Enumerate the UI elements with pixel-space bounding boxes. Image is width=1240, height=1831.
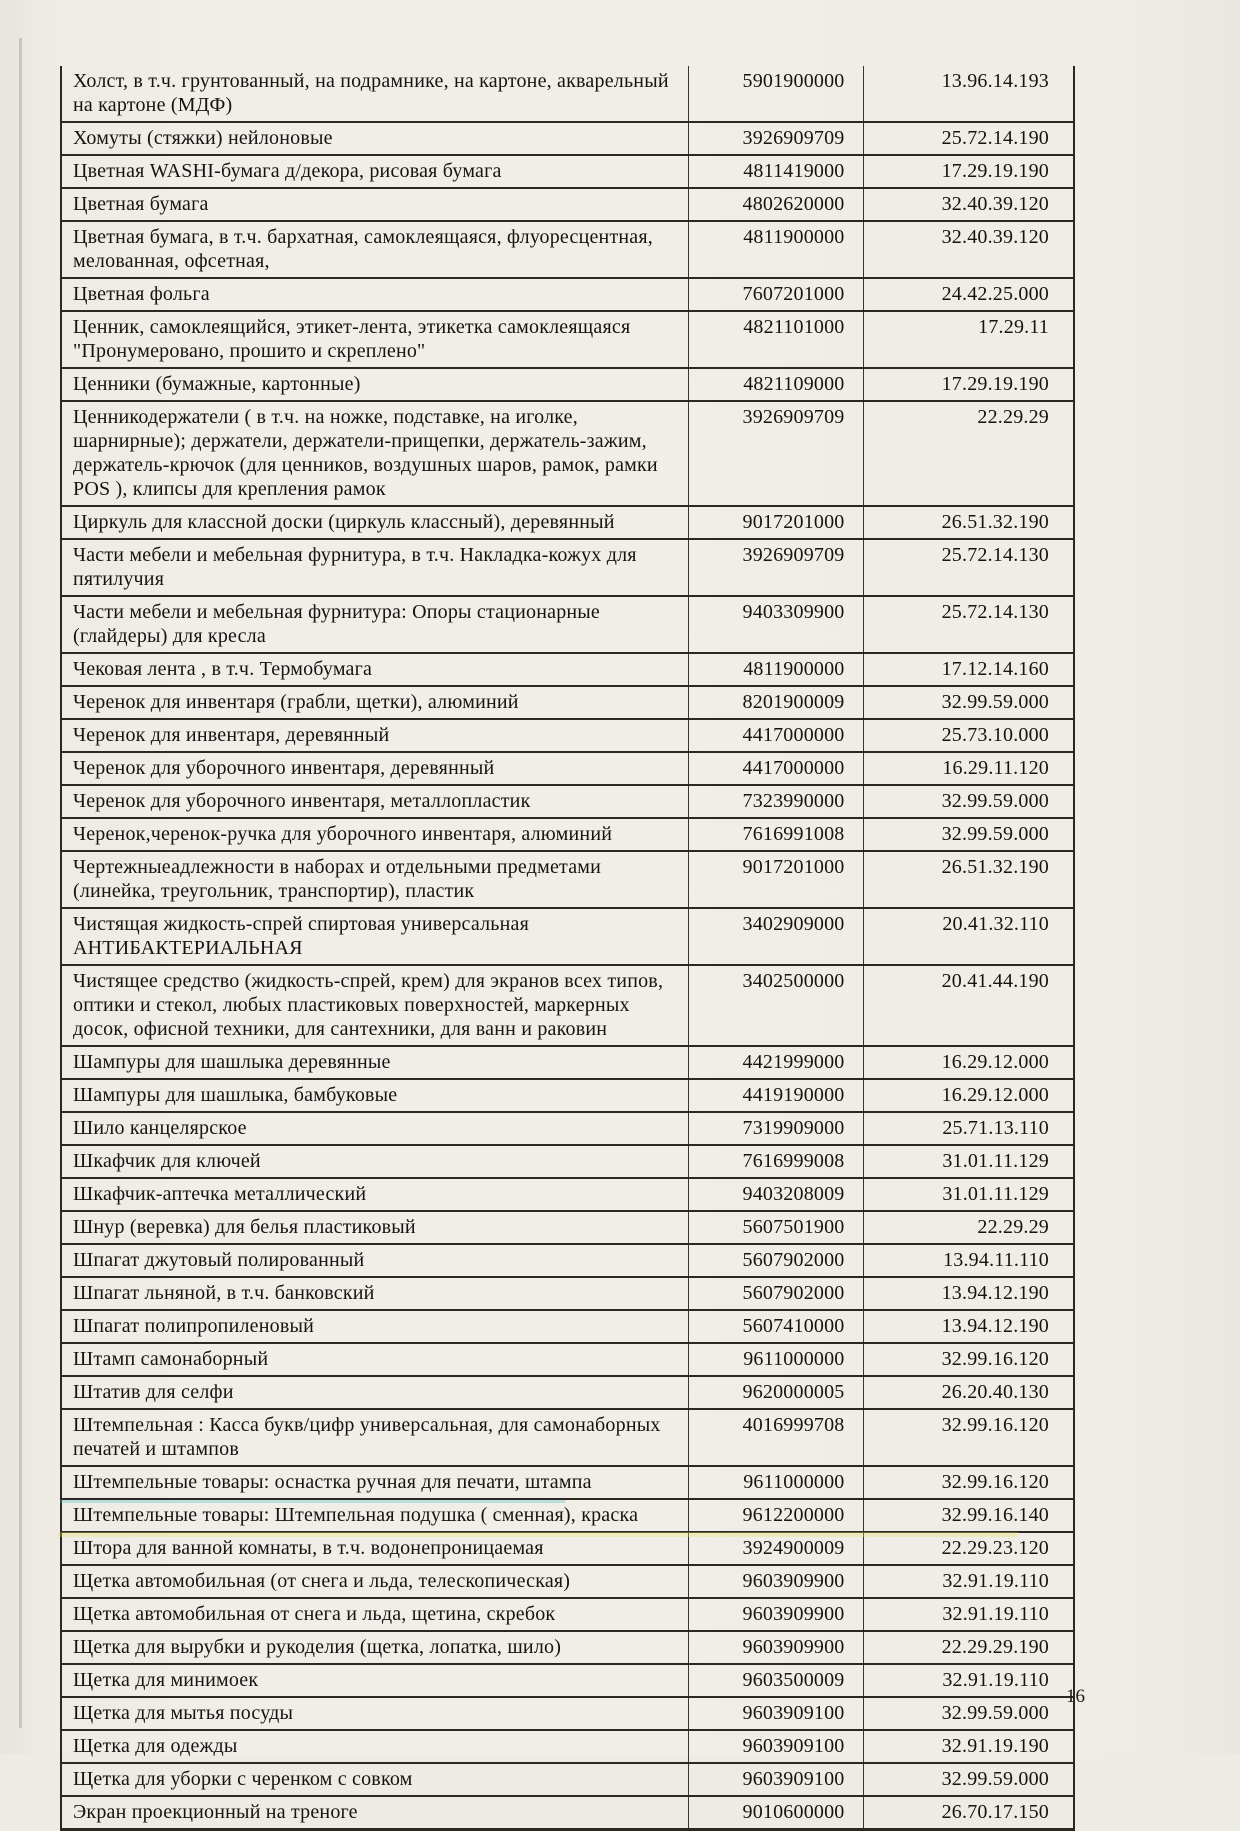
table-row (61, 686, 1074, 719)
tnved-code-cell: 9611000000 (688, 1343, 863, 1376)
tnved-code-cell: 7616999008 (688, 1145, 863, 1178)
tnved-code-cell: 9403309900 (688, 596, 863, 653)
tnved-code-cell: 9603909900 (688, 1565, 863, 1598)
table-row (61, 1409, 1074, 1466)
item-description-cell: Щетка для мытья посуды (61, 1697, 688, 1730)
item-description-cell: Шило канцелярское (61, 1112, 688, 1145)
tnved-code-cell: 9603909100 (688, 1697, 863, 1730)
item-description-cell: Черенок для уборочного инвентаря, деревянный (61, 752, 688, 785)
tnved-code-cell: 3926909709 (688, 539, 863, 596)
okpd2-code-cell: 32.99.59.000 (863, 1763, 1074, 1796)
tnved-code-cell: 4821109000 (688, 368, 863, 401)
table-row (61, 1796, 1074, 1830)
tnved-code-cell: 3402909000 (688, 908, 863, 965)
tnved-code-cell: 5607501900 (688, 1211, 863, 1244)
table-row (61, 1079, 1074, 1112)
table-row (61, 965, 1074, 1046)
item-description-cell: Щетка для уборки с черенком с совком (61, 1763, 688, 1796)
okpd2-code-cell: 16.29.12.000 (863, 1046, 1074, 1079)
item-description-cell: Черенок для инвентаря, деревянный (61, 719, 688, 752)
okpd2-code-cell: 25.71.13.110 (863, 1112, 1074, 1145)
table-row (61, 1343, 1074, 1376)
item-description-cell: Части мебели и мебельная фурнитура, в т.ч. Накладка-кожух для пятилучия (61, 539, 688, 596)
table-row (61, 368, 1074, 401)
tnved-code-cell: 9603909100 (688, 1730, 863, 1763)
okpd2-code-cell: 17.29.19.190 (863, 368, 1074, 401)
item-description-cell: Циркуль для классной доски (циркуль классный), деревянный (61, 506, 688, 539)
item-description-cell: Черенок,черенок-ручка для уборочного инвентаря, алюминий (61, 818, 688, 851)
okpd2-code-cell: 22.29.29 (863, 1211, 1074, 1244)
table-row (61, 1664, 1074, 1697)
goods-classification-table (60, 66, 1075, 1831)
okpd2-code-cell: 13.94.12.190 (863, 1277, 1074, 1310)
okpd2-code-cell: 25.72.14.130 (863, 539, 1074, 596)
table-row (61, 1631, 1074, 1664)
tnved-code-cell: 9403208009 (688, 1178, 863, 1211)
tnved-code-cell: 4811900000 (688, 221, 863, 278)
item-description-cell: Холст, в т.ч. грунтованный, на подрамнике, на картоне, акварельный на картоне (МДФ) (61, 66, 688, 122)
okpd2-code-cell: 32.91.19.190 (863, 1730, 1074, 1763)
item-description-cell: Чертежныеадлежности в наборах и отдельными предметами (линейка, треугольник, транспортир), пластик (61, 851, 688, 908)
tnved-code-cell: 4802620000 (688, 188, 863, 221)
table-row (61, 66, 1074, 122)
table-row (61, 1376, 1074, 1409)
item-description-cell: Ценники (бумажные, картонные) (61, 368, 688, 401)
item-description-cell: Штемпельная : Касса букв/цифр универсальная, для самонаборных печатей и штампов (61, 1409, 688, 1466)
table-row (61, 221, 1074, 278)
item-description-cell: Ценникодержатели ( в т.ч. на ножке, подставке, на иголке, шарнирные); держатели, держатели-прищепки, держатель-зажим, держатель-крючок (для ценников, воздушных шаров, рамок, рамки POS ), клипсы для крепления рамок (61, 401, 688, 506)
okpd2-code-cell: 16.29.11.120 (863, 752, 1074, 785)
okpd2-code-cell: 26.70.17.150 (863, 1796, 1074, 1830)
okpd2-code-cell: 31.01.11.129 (863, 1145, 1074, 1178)
tnved-code-cell: 4417000000 (688, 719, 863, 752)
table-row (61, 401, 1074, 506)
tnved-code-cell: 7607201000 (688, 278, 863, 311)
tnved-code-cell: 4811419000 (688, 155, 863, 188)
tnved-code-cell: 5607410000 (688, 1310, 863, 1343)
table-row (61, 1178, 1074, 1211)
table-row (61, 1532, 1074, 1565)
item-description-cell: Шпагат полипропиленовый (61, 1310, 688, 1343)
okpd2-code-cell: 17.29.19.190 (863, 155, 1074, 188)
okpd2-code-cell: 20.41.44.190 (863, 965, 1074, 1046)
okpd2-code-cell: 22.29.29.190 (863, 1631, 1074, 1664)
table-row (61, 818, 1074, 851)
tnved-code-cell: 7323990000 (688, 785, 863, 818)
tnved-code-cell: 3402500000 (688, 965, 863, 1046)
item-description-cell: Хомуты (стяжки) нейлоновые (61, 122, 688, 155)
tnved-code-cell: 3926909709 (688, 401, 863, 506)
item-description-cell: Штатив для селфи (61, 1376, 688, 1409)
page-number: 16 (1066, 1686, 1085, 1707)
tnved-code-cell: 3924900009 (688, 1532, 863, 1565)
item-description-cell: Экран проекционный на треноге (61, 1796, 688, 1830)
tnved-code-cell: 4419190000 (688, 1079, 863, 1112)
item-description-cell: Цветная фольга (61, 278, 688, 311)
item-description-cell: Шкафчик для ключей (61, 1145, 688, 1178)
table-row (61, 1499, 1074, 1532)
item-description-cell: Щетка автомобильная (от снега и льда, телескопическая) (61, 1565, 688, 1598)
item-description-cell: Цветная бумага, в т.ч. бархатная, самоклеящаяся, флуоресцентная, мелованная, офсетная, (61, 221, 688, 278)
item-description-cell: Шпагат льняной, в т.ч. банковский (61, 1277, 688, 1310)
okpd2-code-cell: 32.91.19.110 (863, 1664, 1074, 1697)
table-row (61, 785, 1074, 818)
table-row (61, 506, 1074, 539)
table-row (61, 122, 1074, 155)
table-row (61, 1277, 1074, 1310)
item-description-cell: Шнур (веревка) для белья пластиковый (61, 1211, 688, 1244)
tnved-code-cell: 9620000005 (688, 1376, 863, 1409)
table-row (61, 851, 1074, 908)
item-description-cell: Щетка для одежды (61, 1730, 688, 1763)
table-row (61, 908, 1074, 965)
item-description-cell: Черенок для уборочного инвентаря, металлопластик (61, 785, 688, 818)
item-description-cell: Цветная WASHI-бумага д/декора, рисовая бумага (61, 155, 688, 188)
item-description-cell: Части мебели и мебельная фурнитура: Опоры стационарные (глайдеры) для кресла (61, 596, 688, 653)
tnved-code-cell: 4016999708 (688, 1409, 863, 1466)
tnved-code-cell: 9612200000 (688, 1499, 863, 1532)
tnved-code-cell: 5901900000 (688, 66, 863, 122)
item-description-cell: Черенок для инвентаря (грабли, щетки), алюминий (61, 686, 688, 719)
item-description-cell: Шкафчик-аптечка металлический (61, 1178, 688, 1211)
okpd2-code-cell: 32.91.19.110 (863, 1565, 1074, 1598)
item-description-cell: Ценник, самоклеящийся, этикет-лента, этикетка самоклеящаяся "Пронумеровано, прошито и скреплено" (61, 311, 688, 368)
okpd2-code-cell: 32.99.16.120 (863, 1343, 1074, 1376)
scan-margin-artifact (19, 38, 22, 1728)
item-description-cell: Чековая лента , в т.ч. Термобумага (61, 653, 688, 686)
item-description-cell: Шампуры для шашлыка деревянные (61, 1046, 688, 1079)
table-row (61, 155, 1074, 188)
okpd2-code-cell: 22.29.23.120 (863, 1532, 1074, 1565)
table-row (61, 1310, 1074, 1343)
tnved-code-cell: 9017201000 (688, 506, 863, 539)
okpd2-code-cell: 13.96.14.193 (863, 66, 1074, 122)
tnved-code-cell: 4821101000 (688, 311, 863, 368)
tnved-code-cell: 9611000000 (688, 1466, 863, 1499)
okpd2-code-cell: 32.99.16.120 (863, 1409, 1074, 1466)
item-description-cell: Шампуры для шашлыка, бамбуковые (61, 1079, 688, 1112)
item-description-cell: Чистящее средство (жидкость-спрей, крем) для экранов всех типов, оптики и стекол, любых пластиковых поверхностей, маркерных досок, офисной техники, для сантехники, для ванн и раковин (61, 965, 688, 1046)
tnved-code-cell: 5607902000 (688, 1277, 863, 1310)
okpd2-code-cell: 25.72.14.190 (863, 122, 1074, 155)
tnved-code-cell: 4421999000 (688, 1046, 863, 1079)
okpd2-code-cell: 20.41.32.110 (863, 908, 1074, 965)
tnved-code-cell: 9603500009 (688, 1664, 863, 1697)
tnved-code-cell: 7616991008 (688, 818, 863, 851)
table-body (61, 66, 1074, 1830)
table-row (61, 719, 1074, 752)
tnved-code-cell: 9017201000 (688, 851, 863, 908)
okpd2-code-cell: 25.72.14.130 (863, 596, 1074, 653)
okpd2-code-cell: 17.12.14.160 (863, 653, 1074, 686)
okpd2-code-cell: 25.73.10.000 (863, 719, 1074, 752)
table-row (61, 1763, 1074, 1796)
tnved-code-cell: 4417000000 (688, 752, 863, 785)
okpd2-code-cell: 32.40.39.120 (863, 188, 1074, 221)
okpd2-code-cell: 17.29.11 (863, 311, 1074, 368)
okpd2-code-cell: 32.91.19.110 (863, 1598, 1074, 1631)
item-description-cell: Щетка для минимоек (61, 1664, 688, 1697)
table-row (61, 539, 1074, 596)
okpd2-code-cell: 32.99.16.120 (863, 1466, 1074, 1499)
item-description-cell: Штемпельные товары: Штемпельная подушка ( сменная), краска (61, 1499, 688, 1532)
tnved-code-cell: 3926909709 (688, 122, 863, 155)
table-row (61, 1112, 1074, 1145)
table-row (61, 1046, 1074, 1079)
table-row (61, 311, 1074, 368)
table-row (61, 278, 1074, 311)
item-description-cell: Щетка автомобильная от снега и льда, щетина, скребок (61, 1598, 688, 1631)
item-description-cell: Штемпельные товары: оснастка ручная для печати, штампа (61, 1466, 688, 1499)
item-description-cell: Штамп самонаборный (61, 1343, 688, 1376)
tnved-code-cell: 9603909900 (688, 1598, 863, 1631)
table-row (61, 1565, 1074, 1598)
table-row (61, 1730, 1074, 1763)
item-description-cell: Штора для ванной комнаты, в т.ч. водонепроницаемая (61, 1532, 688, 1565)
table-row (61, 1697, 1074, 1730)
table-row (61, 1598, 1074, 1631)
tnved-code-cell: 9010600000 (688, 1796, 863, 1830)
tnved-code-cell: 5607902000 (688, 1244, 863, 1277)
okpd2-code-cell: 26.51.32.190 (863, 851, 1074, 908)
item-description-cell: Щетка для вырубки и рукоделия (щетка, лопатка, шило) (61, 1631, 688, 1664)
okpd2-code-cell: 32.99.59.000 (863, 785, 1074, 818)
okpd2-code-cell: 31.01.11.129 (863, 1178, 1074, 1211)
item-description-cell: Цветная бумага (61, 188, 688, 221)
item-description-cell: Шпагат джутовый полированный (61, 1244, 688, 1277)
okpd2-code-cell: 32.99.16.140 (863, 1499, 1074, 1532)
tnved-code-cell: 4811900000 (688, 653, 863, 686)
okpd2-code-cell: 26.51.32.190 (863, 506, 1074, 539)
table-row (61, 1466, 1074, 1499)
okpd2-code-cell: 24.42.25.000 (863, 278, 1074, 311)
okpd2-code-cell: 32.99.59.000 (863, 686, 1074, 719)
table-row (61, 188, 1074, 221)
okpd2-code-cell: 26.20.40.130 (863, 1376, 1074, 1409)
okpd2-code-cell: 13.94.12.190 (863, 1310, 1074, 1343)
tnved-code-cell: 9603909100 (688, 1763, 863, 1796)
table-row (61, 653, 1074, 686)
table-row (61, 596, 1074, 653)
okpd2-code-cell: 22.29.29 (863, 401, 1074, 506)
table-row (61, 1145, 1074, 1178)
okpd2-code-cell: 32.99.59.000 (863, 818, 1074, 851)
okpd2-code-cell: 32.99.59.000 (863, 1697, 1074, 1730)
table-row (61, 1244, 1074, 1277)
item-description-cell: Чистящая жидкость-спрей спиртовая универсальная АНТИБАКТЕРИАЛЬНАЯ (61, 908, 688, 965)
tnved-code-cell: 7319909000 (688, 1112, 863, 1145)
tnved-code-cell: 8201900009 (688, 686, 863, 719)
okpd2-code-cell: 32.40.39.120 (863, 221, 1074, 278)
okpd2-code-cell: 13.94.11.110 (863, 1244, 1074, 1277)
table-row (61, 1211, 1074, 1244)
tnved-code-cell: 9603909900 (688, 1631, 863, 1664)
table-row (61, 752, 1074, 785)
okpd2-code-cell: 16.29.12.000 (863, 1079, 1074, 1112)
